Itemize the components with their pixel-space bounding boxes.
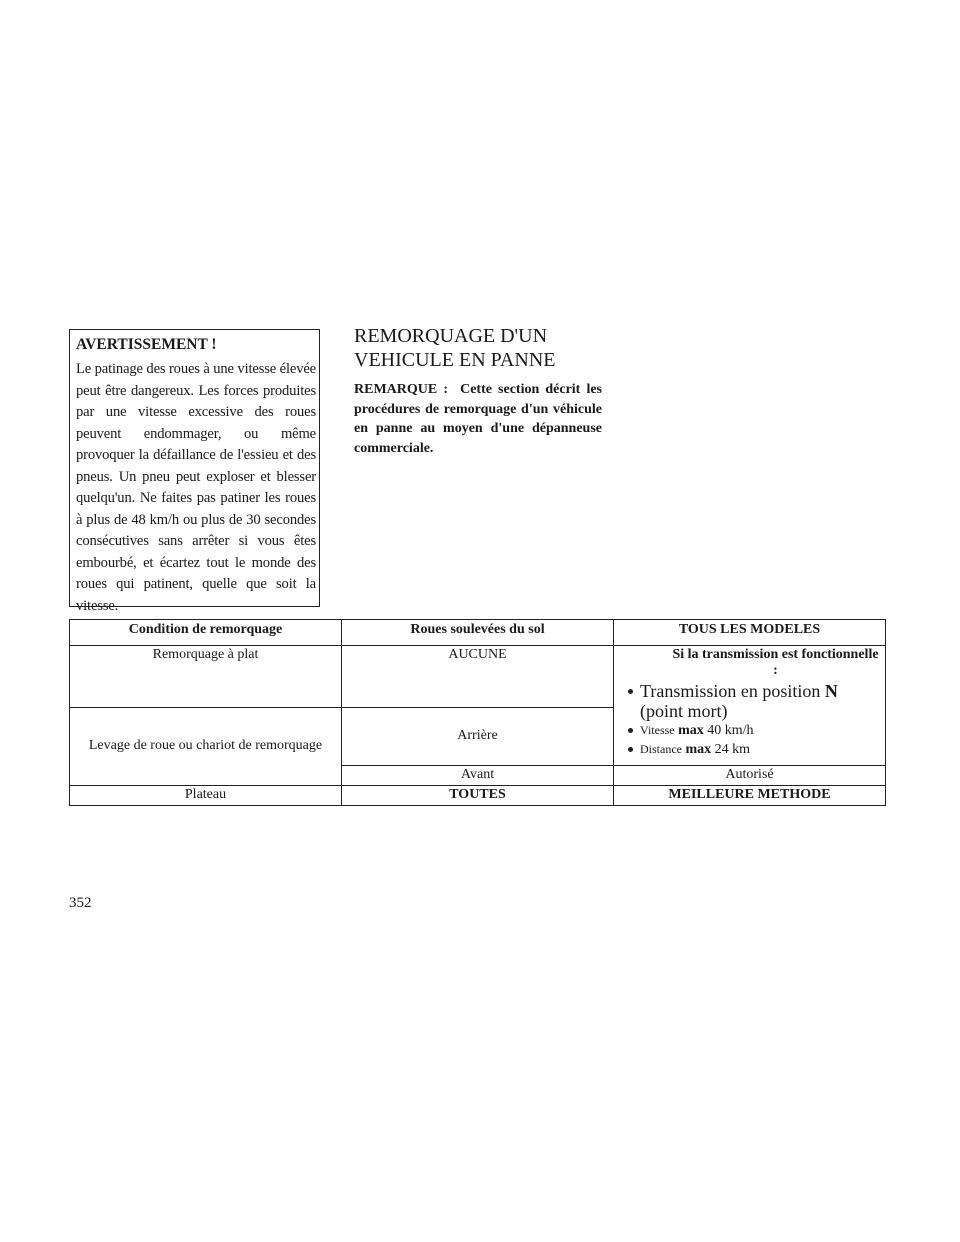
- plateau-value: MEILLEURE METHODE: [614, 786, 886, 806]
- towing-table: [69, 619, 886, 806]
- wheel-lift-rear: Arrière: [342, 708, 614, 766]
- wheel-lift-front-value: Autorisé: [614, 766, 886, 786]
- wheel-lift-front: Avant: [342, 766, 614, 786]
- bullet-1-bold: N: [824, 681, 838, 701]
- warning-text: Le patinage des roues à une vitesse élevée peut être dangereux. Les forces produites par une vitesse excessive des roues peuvent endommager, ou même provoquer la défaillance de l'essieu et des pneus. Un pneu peut exploser et blesser quelqu'un. Ne faites pas patiner les roues à plus de 48 km/h ou plus de 30 secondes consécutives sans arrêter si vous êtes embourbé, et écartez tout le monde des roues qui patinent, quelle que soit la vitesse.: [76, 361, 316, 614]
- models-cell: [614, 646, 886, 766]
- bullet-1-text: Transmission en position: [640, 681, 821, 701]
- table-row: [70, 646, 886, 708]
- flat-condition: Remorquage à plat: [70, 646, 342, 708]
- bullet-1-extra: (point mort): [640, 701, 728, 721]
- bullet-3-value: 24 km: [714, 742, 751, 757]
- plateau-wheels: TOUTES: [342, 786, 614, 806]
- header-models: TOUS LES MODELES: [614, 620, 886, 646]
- section-title: REMORQUAGE D'UN VEHICULE EN PANNE: [354, 325, 556, 371]
- warning-title: AVERTISSEMENT !: [76, 336, 217, 353]
- list-item: [628, 721, 879, 740]
- warning-box: [69, 329, 320, 614]
- list-item: [628, 681, 879, 721]
- plateau-condition: Plateau: [70, 786, 342, 806]
- header-condition: Condition de remorquage: [70, 620, 342, 646]
- table-row: [70, 786, 886, 806]
- bullet-3-bold: max: [685, 742, 712, 757]
- note-text: Cette section décrit les procédures de remorquage d'un véhicule en panne au moyen d'une dépanneuse commerciale.: [354, 382, 603, 456]
- note-paragraph: [354, 380, 602, 458]
- list-item: [628, 740, 879, 759]
- note-label: REMARQUE :: [354, 382, 448, 397]
- bullet-3-text: Distance: [640, 742, 682, 756]
- bullet-2-text: Vitesse: [640, 723, 675, 737]
- page-number: 352: [69, 895, 92, 911]
- flat-wheels: AUCUNE: [342, 646, 614, 708]
- models-bullets: [628, 681, 879, 759]
- bullet-2-bold: max: [678, 723, 704, 738]
- models-heading: Si la transmission est fonctionnelle :: [672, 647, 879, 678]
- table-header-row: [70, 620, 886, 646]
- wheel-lift-condition: Levage de roue ou chariot de remorquage: [70, 708, 342, 786]
- bullet-2-value: 40 km/h: [707, 723, 754, 738]
- header-wheels: Roues soulevées du sol: [342, 620, 614, 646]
